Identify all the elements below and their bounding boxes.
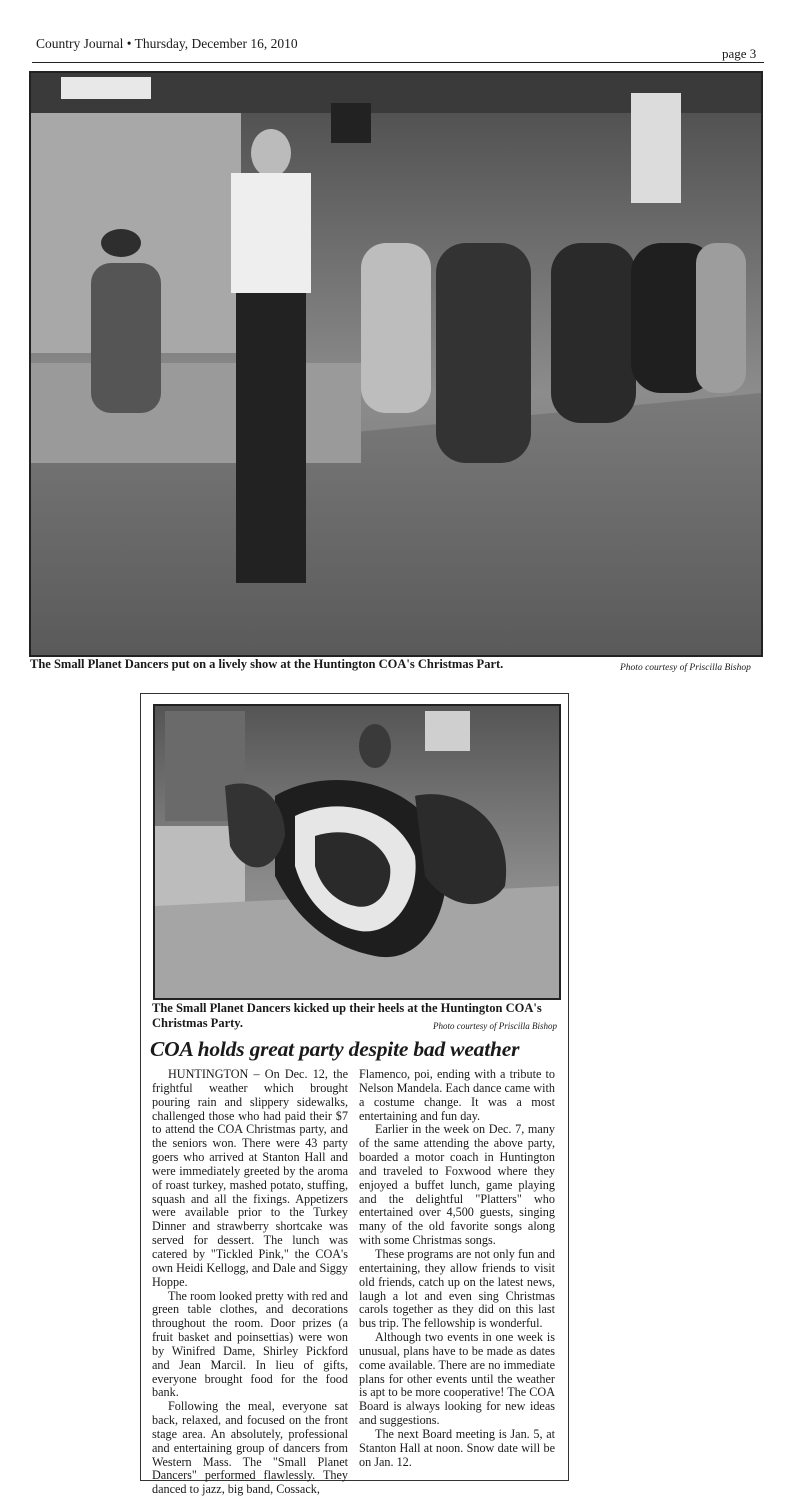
article-paragraph: HUNTINGTON – On Dec. 12, the frightful weather which brought pouring rain and slippery sidewalks, challenged those who had paid their $7 to attend the COA Christmas party, and the seniors won. There were 43 party goers who arrived at Stanton Hall and were immediately greeted by the aroma of roast turkey, mashed potato, stuffing, squash and all the fixings. Appetizers were available prior to the Turkey Dinner and strawberry shortcake was served for dessert. The lunch was catered by "Tickled Pink," the COA's own Heidi Kellogg, and Dale and Siggy Hoppe. <box>152 1067 348 1289</box>
article-column-2 <box>359 1068 555 1469</box>
article-paragraph: Following the meal, everyone sat back, relaxed, and focused on the front stage area. An absolutely, professional and entertaining group of dancers from Western Mass. The "Small Planet Dancers" performed flawlessly. They danced to jazz, big band, Cossack, <box>152 1399 348 1497</box>
publication-date: Thursday, December 16, 2010 <box>134 36 298 51</box>
dancers-photo-article <box>153 704 561 1000</box>
article-paragraph: Earlier in the week on Dec. 7, many of the same attending the above party, boarded a motor coach in Huntington and traveled to Foxwood where they enjoyed a buffet lunch, game playing and the delightful "Platters" who entertained over 4,500 guests, singing many of the old favorite songs along with some Christmas songs. <box>359 1122 555 1248</box>
publication-name: Country Journal <box>36 36 124 51</box>
page-number: page 3 <box>722 46 757 61</box>
page-header <box>36 36 298 52</box>
article-paragraph: Although two events in one week is unusual, plans have to be made as dates come available. There are no immediate plans for other events until the weather is apt to be more cooperative! The COA Board is always looking for new ideas and suggestions. <box>359 1330 555 1428</box>
article-paragraph: The room looked pretty with red and green table clothes, and decorations throughout the room. Door prizes (a fruit basket and poinsettias) were won by Winifred Dame, Shirley Pickford and Jean Marcil. In lieu of gifts, everyone brought food for the food bank. <box>152 1288 348 1400</box>
article-paragraph: These programs are not only fun and entertaining, they allow friends to visit old friends, catch up on the latest news, laugh a lot and even sing Christmas carols together as they did on this last bus trip. The fellowship is wonderful. <box>359 1246 555 1331</box>
header-rule <box>32 62 764 63</box>
header-separator: • <box>126 36 132 51</box>
top-photo-caption: The Small Planet Dancers put on a lively show at the Huntington COA's Christmas Part. <box>30 657 504 671</box>
article-paragraph: The next Board meeting is Jan. 5, at Stanton Hall at noon. Snow date will be on Jan. 12. <box>359 1426 555 1469</box>
article-headline: COA holds great party despite bad weather <box>150 1037 520 1061</box>
article-paragraph: Flamenco, poi, ending with a tribute to Nelson Mandela. Each dance came with a costume change. It was a most entertaining and fun day. <box>359 1067 555 1123</box>
article-photo-credit: Photo courtesy of Priscilla Bishop <box>433 1021 557 1031</box>
article-photo-caption: The Small Planet Dancers kicked up their heels at the Huntington COA's Christmas Party. <box>152 1001 542 1030</box>
article-column-1 <box>152 1068 348 1497</box>
dancers-photo-top <box>29 71 763 657</box>
top-photo-credit: Photo courtesy of Priscilla Bishop <box>620 663 751 673</box>
